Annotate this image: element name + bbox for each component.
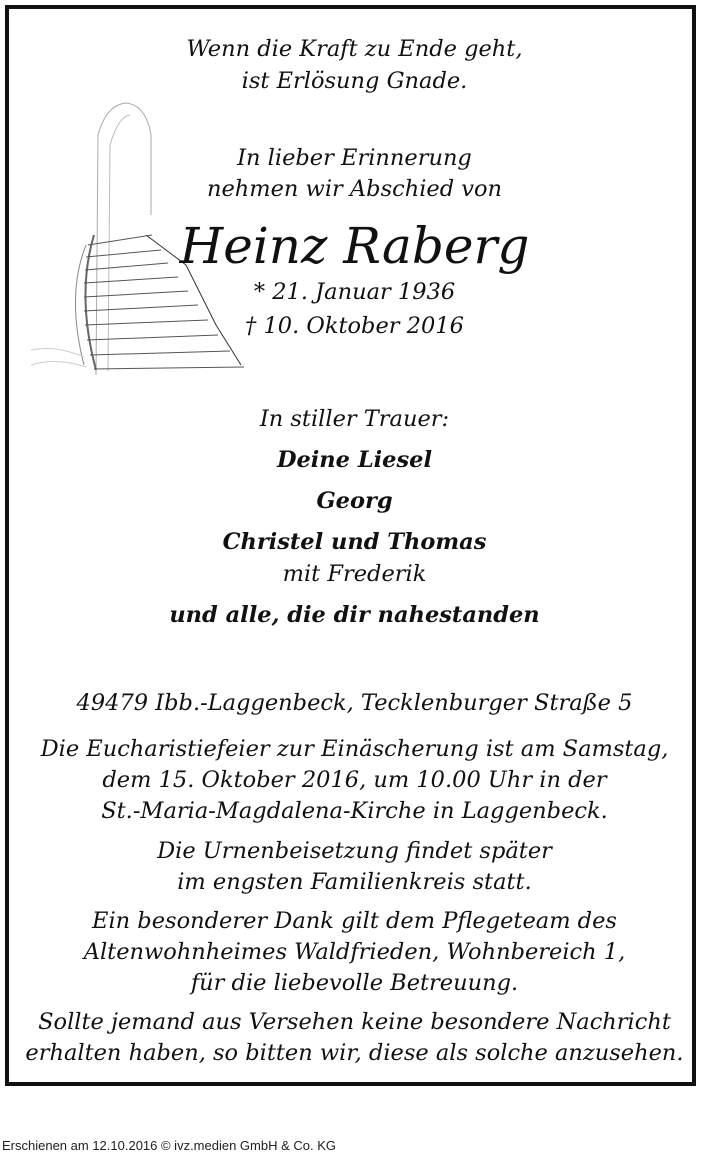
- motto-line-2: ist Erlösung Gnade.: [241, 68, 468, 94]
- thanks-line: Altenwohnheimes Waldfrieden, Wohnbereich 1,: [83, 939, 626, 965]
- mourner-name: Georg: [316, 488, 393, 514]
- deceased-name: Heinz Raberg: [179, 217, 530, 275]
- mourner-sub: mit Frederik: [282, 561, 427, 587]
- thanks-line: für die liebevolle Betreuung.: [190, 970, 519, 996]
- publication-footer: Erschienen am 12.10.2016 © ivz.medien GmbH & Co. KG: [2, 1138, 337, 1153]
- intro-line-2: nehmen wir Abschied von: [206, 176, 503, 202]
- service-line: Die Eucharistiefeier zur Einäscherung ist am Samstag,: [40, 736, 669, 762]
- notice-line: Sollte jemand aus Versehen keine besondere Nachricht: [38, 1009, 671, 1035]
- address: 49479 Ibb.-Laggenbeck, Tecklenburger Straße 5: [76, 690, 633, 716]
- mourner-name: Deine Liesel: [276, 447, 433, 473]
- intro-line-1: In lieber Erinnerung: [237, 145, 472, 171]
- burial-line: im engsten Familienkreis statt.: [177, 869, 532, 895]
- birth-date: * 21. Januar 1936: [253, 279, 456, 305]
- death-date: † 10. Oktober 2016: [245, 313, 464, 339]
- mourners-heading: In stiller Trauer:: [259, 406, 450, 432]
- service-line: dem 15. Oktober 2016, um 10.00 Uhr in der: [102, 767, 607, 793]
- mourner-name: Christel und Thomas: [222, 529, 487, 555]
- service-line: St.-Maria-Magdalena-Kirche in Laggenbeck.: [101, 798, 608, 824]
- motto-line-1: Wenn die Kraft zu Ende geht,: [186, 36, 523, 62]
- burial-line: Die Urnenbeisetzung findet später: [157, 838, 552, 864]
- mourners-closing: und alle, die dir nahestanden: [169, 602, 540, 628]
- thanks-line: Ein besonderer Dank gilt dem Pflegeteam des: [92, 908, 617, 934]
- notice-line: erhalten haben, so bitten wir, diese als solche anzusehen.: [25, 1040, 684, 1066]
